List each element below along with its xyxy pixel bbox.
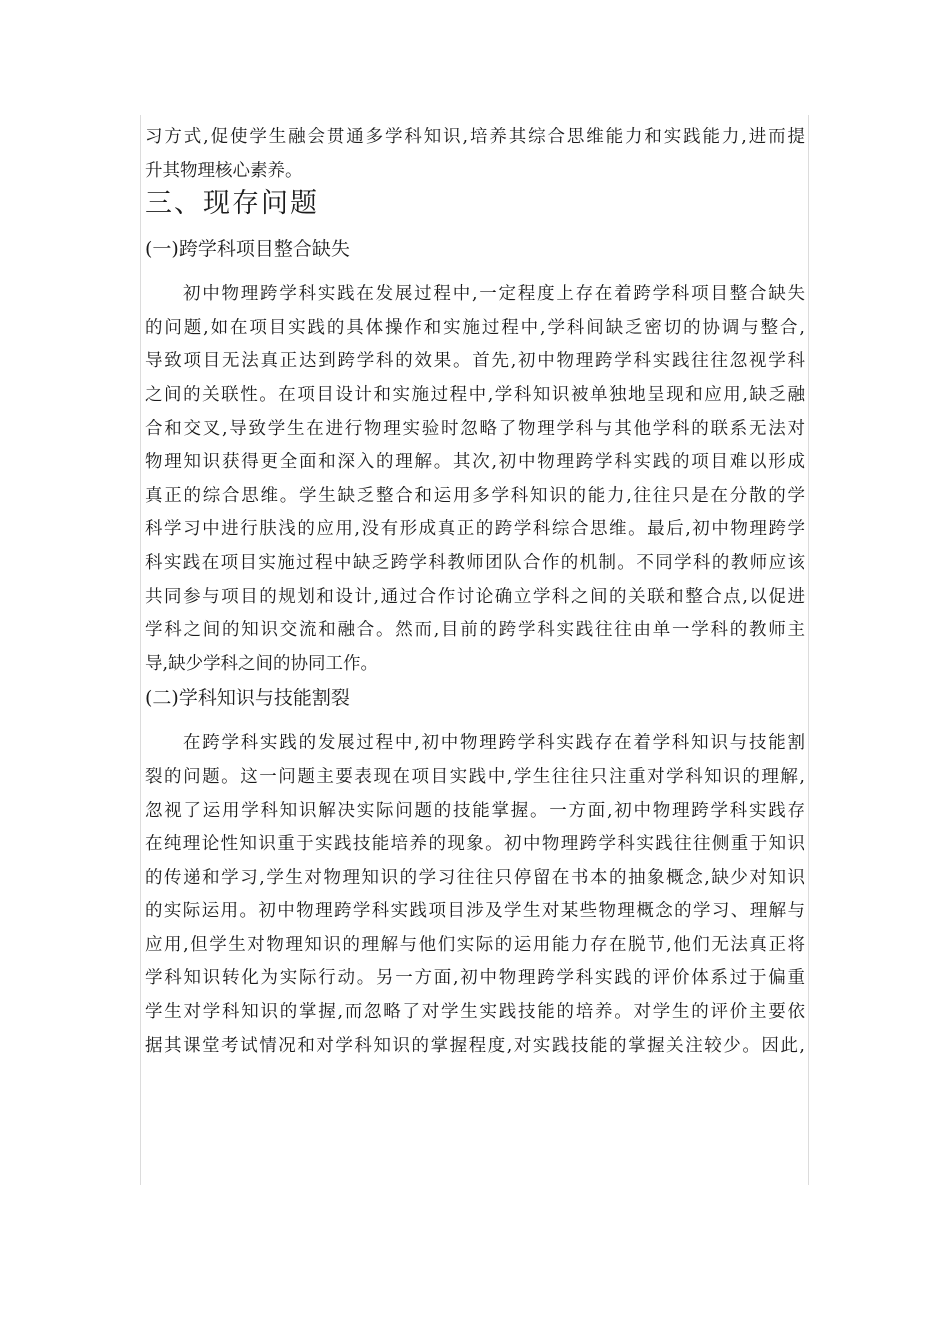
paragraph-line: 学科之间的知识交流和融合。然而,目前的跨学科实践往往由单一学科的教师主 xyxy=(145,620,805,641)
paragraph-line: 初中物理跨学科实践在发展过程中,一定程度上存在着跨学科项目整合缺失 xyxy=(183,284,805,305)
paragraph-line: 的问题,如在项目实践的具体操作和实施过程中,学科间缺乏密切的协调与整合, xyxy=(145,317,805,338)
paragraph-line: 科实践在项目实施过程中缺乏跨学科教师团队合作的机制。不同学科的教师应该 xyxy=(145,552,805,573)
paragraph-line: 的传递和学习,学生对物理知识的学习往往只停留在书本的抽象概念,缺少对知识 xyxy=(145,867,805,888)
intro-line: 升其物理核心素养。 xyxy=(145,160,303,181)
paragraph-line: 在纯理论性知识重于实践技能培养的现象。初中物理跨学科实践往往侧重于知识 xyxy=(145,834,805,855)
paragraph-line: 应用,但学生对物理知识的理解与他们实际的运用能力存在脱节,他们无法真正将 xyxy=(145,934,805,955)
paragraph-line: 科学习中进行肤浅的应用,没有形成真正的跨学科综合思维。最后,初中物理跨学 xyxy=(145,519,805,540)
paragraph-line: 真正的综合思维。学生缺乏整合和运用多学科知识的能力,往往只是在分散的学 xyxy=(145,485,805,506)
paragraph-line: 之间的关联性。在项目设计和实施过程中,学科知识被单独地呈现和应用,缺乏融 xyxy=(145,384,805,405)
paragraph-2 xyxy=(145,727,805,1063)
paragraph-line: 共同参与项目的规划和设计,通过合作讨论确立学科之间的关联和整合点,以促进 xyxy=(145,586,805,607)
paragraph-line: 合和交叉,导致学生在进行物理实验时忽略了物理学科与其他学科的联系无法对 xyxy=(145,418,805,439)
paragraph-line: 学科知识转化为实际行动。另一方面,初中物理跨学科实践的评价体系过于偏重 xyxy=(145,968,805,989)
paragraph-line: 的实际运用。初中物理跨学科实践项目涉及学生对某些物理概念的学习、理解与 xyxy=(145,901,805,922)
paragraph-line: 导,缺少学科之间的协同工作。 xyxy=(145,653,379,674)
intro-line: 习方式,促使学生融会贯通多学科知识,培养其综合思维能力和实践能力,进而提 xyxy=(145,127,805,147)
paragraph-line: 物理知识获得更全面和深入的理解。其次,初中物理跨学科实践的项目难以形成 xyxy=(145,452,805,473)
paragraph-line: 裂的问题。这一问题主要表现在项目实践中,学生往往只注重对学科知识的理解, xyxy=(145,766,805,787)
subsection-heading-1: (一)跨学科项目整合缺失 xyxy=(145,238,350,261)
paragraph-line: 学生对学科知识的掌握,而忽略了对学生实践技能的培养。对学生的评价主要依 xyxy=(145,1002,805,1023)
paragraph-line: 忽视了运用学科知识解决实际问题的技能掌握。一方面,初中物理跨学科实践存 xyxy=(145,800,805,821)
paragraph-line: 导致项目无法真正达到跨学科的效果。首先,初中物理跨学科实践往往忽视学科 xyxy=(145,351,805,372)
document-body xyxy=(145,121,805,1063)
paragraph-line: 据其课堂考试情况和对学科知识的掌握程度,对实践技能的掌握关注较少。因此, xyxy=(145,1035,805,1056)
paragraph-1 xyxy=(145,278,805,681)
paragraph-line: 在跨学科实践的发展过程中,初中物理跨学科实践存在着学科知识与技能割 xyxy=(183,733,805,754)
section-heading: 三、现存问题 xyxy=(145,188,319,220)
subsection-heading-2: (二)学科知识与技能割裂 xyxy=(145,687,350,710)
